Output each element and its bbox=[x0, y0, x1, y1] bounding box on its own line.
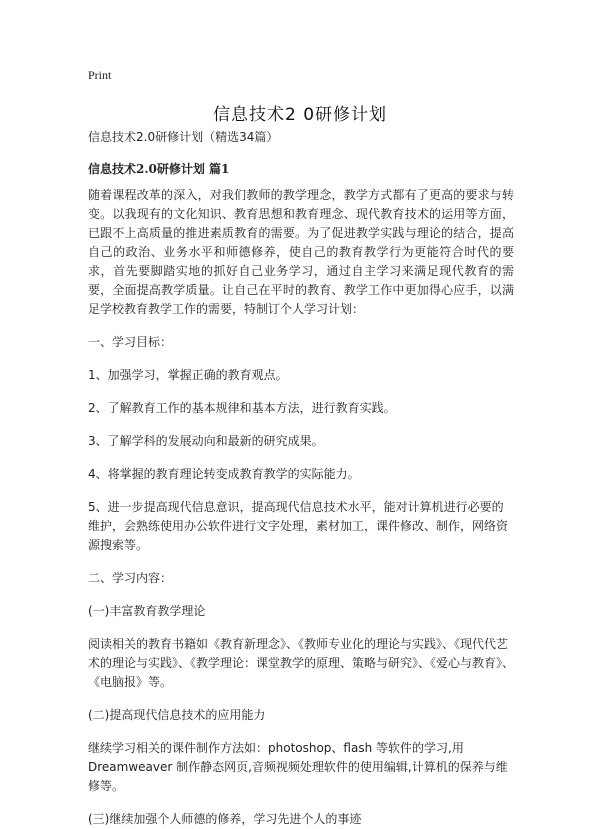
page-title: 信息技术2 0研修计划 bbox=[212, 105, 388, 125]
subsection-2-title: (二)提高现代信息技术的应用能力 bbox=[88, 708, 266, 722]
print-label: Print bbox=[88, 68, 112, 82]
goals-title: 一、学习目标： bbox=[88, 335, 173, 349]
document-body bbox=[88, 128, 514, 829]
intro-paragraph: 随着课程改革的深入，对我们教师的教学理念，教学方式都有了更高的要求与转变。以我现有的文化知识、教育思想和教育理念、现代教育技术的运用等方面，已跟不上高质量的推进素质教育的需要。为了促进教学实践与理论的结合，提高自己的政治、业务水平和师德修养，使自己的教育教学行为更能符合时代的要求，首先要脚踏实地的抓好自己业务学习，通过自主学习来满足现代教育的需要，全面提高教学质量。让自己在平时的教育、教学工作中更加得心应手，以满足学校教育教学工作的需要，特制订个人学习计划： bbox=[88, 188, 514, 316]
goal-item-4: 4、将掌握的教育理论转变成教育教学的实际能力。 bbox=[88, 467, 360, 481]
goal-item-5: 5、进一步提高现代信息意识，提高现代信息技术水平，能对计算机进行必要的维护，会熟练使用办公软件进行文字处理，素材加工，课件修改、制作，网络资源搜索等。 bbox=[88, 500, 509, 552]
subsection-2-text: 继续学习相关的课件制作方法如：photoshop、flash 等软件的学习,用Dreamweaver 制作静态网页,音频视频处理软件的使用编辑,计算机的保养与维修等。 bbox=[88, 741, 508, 793]
subsection-1-title: (一)丰富教育教学理论 bbox=[88, 604, 206, 618]
content-title: 二、学习内容： bbox=[88, 571, 173, 585]
goal-item-1: 1、加强学习，掌握正确的教育观点。 bbox=[88, 368, 288, 382]
goal-item-3: 3、了解学科的发展动向和最新的研究成果。 bbox=[88, 434, 324, 448]
subsection-3-title: (三)继续加强个人师德的修养，学习先进个人的事迹 bbox=[88, 812, 362, 826]
goal-item-2: 2、了解教育工作的基本规律和基本方法，进行教育实践。 bbox=[88, 401, 396, 415]
document-subtitle: 信息技术2.0研修计划（精选34篇） bbox=[88, 130, 279, 144]
section-heading: 信息技术2.0研修计划 篇1 bbox=[88, 162, 230, 176]
subsection-1-text: 阅读相关的教育书籍如《教育新理念》、《教师专业化的理论与实践》、《现代代艺术的理论与实践》、《教学理论：课堂教学的原理、策略与研究》、《爱心与教育》、《电脑报》等。 bbox=[88, 637, 515, 689]
